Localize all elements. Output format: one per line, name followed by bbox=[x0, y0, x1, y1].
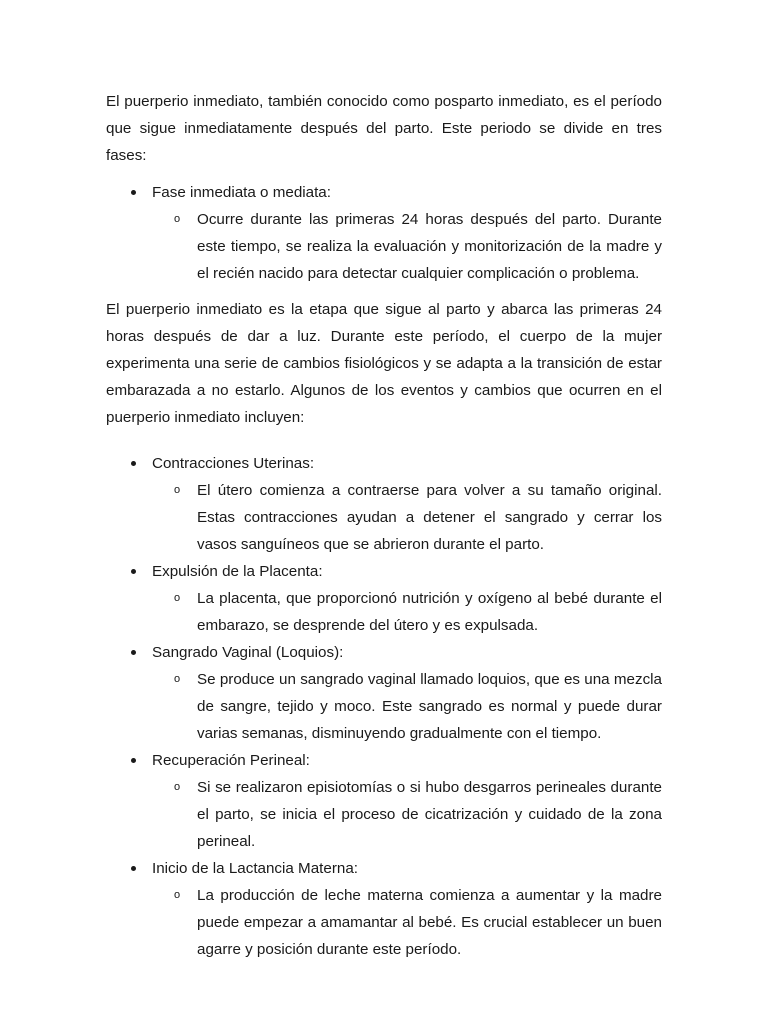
list-item bbox=[106, 450, 662, 558]
list-item bbox=[106, 558, 662, 639]
event-detail: La placenta, que proporcionó nutrición y oxígeno al bebé durante el embarazo, se desprende del útero y es expulsada. bbox=[197, 590, 662, 634]
circle-bullet-icon: o bbox=[174, 889, 181, 901]
sub-list-item bbox=[152, 882, 662, 963]
event-label: Expulsión de la Placenta: bbox=[152, 563, 323, 580]
event-sublist bbox=[152, 882, 662, 963]
sub-list-item bbox=[152, 477, 662, 558]
list-item bbox=[106, 179, 662, 287]
bullet-icon bbox=[131, 461, 136, 466]
list-item bbox=[106, 747, 662, 855]
event-detail: El útero comienza a contraerse para volver a su tamaño original. Estas contracciones ayudan a detener el sangrado y cerrar los vasos sanguíneos que se abrieron durante el parto. bbox=[197, 482, 662, 553]
circle-bullet-icon: o bbox=[174, 673, 181, 685]
event-label: Recuperación Perineal: bbox=[152, 752, 310, 769]
event-sublist bbox=[152, 477, 662, 558]
phases-list bbox=[106, 179, 662, 287]
event-sublist bbox=[152, 585, 662, 639]
sub-list-item bbox=[152, 585, 662, 639]
events-list bbox=[106, 450, 662, 963]
phase-detail: Ocurre durante las primeras 24 horas después del parto. Durante este tiempo, se realiza la evaluación y monitorización de la madre y el recién nacido para detectar cualquier complicación o problema. bbox=[197, 211, 662, 282]
list-item bbox=[106, 855, 662, 963]
event-label: Inicio de la Lactancia Materna: bbox=[152, 860, 358, 877]
spacer bbox=[106, 287, 662, 296]
bullet-icon bbox=[131, 569, 136, 574]
bullet-icon bbox=[131, 866, 136, 871]
bullet-icon bbox=[131, 190, 136, 195]
spacer bbox=[106, 169, 662, 179]
event-detail: La producción de leche materna comienza a aumentar y la madre puede empezar a amamantar al bebé. Es crucial establecer un buen agarre y posición durante este período. bbox=[197, 887, 662, 958]
intro-paragraph: El puerperio inmediato, también conocido como posparto inmediato, es el período que sigue inmediatamente después del parto. Este periodo se divide en tres fases: bbox=[106, 93, 662, 164]
circle-bullet-icon: o bbox=[174, 484, 181, 496]
circle-bullet-icon: o bbox=[174, 781, 181, 793]
bullet-icon bbox=[131, 758, 136, 763]
circle-bullet-icon: o bbox=[174, 592, 181, 604]
event-label: Sangrado Vaginal (Loquios): bbox=[152, 644, 344, 661]
document-page bbox=[106, 88, 662, 963]
event-sublist bbox=[152, 666, 662, 747]
phase-sublist bbox=[152, 206, 662, 287]
event-label: Contracciones Uterinas: bbox=[152, 455, 315, 472]
sub-list-item bbox=[152, 206, 662, 287]
list-item bbox=[106, 639, 662, 747]
event-detail: Si se realizaron episiotomías o si hubo desgarros perineales durante el parto, se inicia el proceso de cicatrización y cuidado de la zona perineal. bbox=[197, 779, 662, 850]
overview-paragraph: El puerperio inmediato es la etapa que sigue al parto y abarca las primeras 24 horas después de dar a luz. Durante este período, el cuerpo de la mujer experimenta una serie de cambios fisiológicos y se adapta a la transición de estar embarazada a no estarlo. Algunos de los eventos y cambios que ocurren en el puerperio inmediato incluyen: bbox=[106, 301, 662, 426]
sub-list-item bbox=[152, 774, 662, 855]
circle-bullet-icon: o bbox=[174, 213, 181, 225]
event-detail: Se produce un sangrado vaginal llamado loquios, que es una mezcla de sangre, tejido y moco. Este sangrado es normal y puede durar varias semanas, disminuyendo gradualmente con el tiempo. bbox=[197, 671, 662, 742]
spacer bbox=[106, 431, 662, 450]
sub-list-item bbox=[152, 666, 662, 747]
bullet-icon bbox=[131, 650, 136, 655]
event-sublist bbox=[152, 774, 662, 855]
phase-label: Fase inmediata o mediata: bbox=[152, 184, 331, 201]
